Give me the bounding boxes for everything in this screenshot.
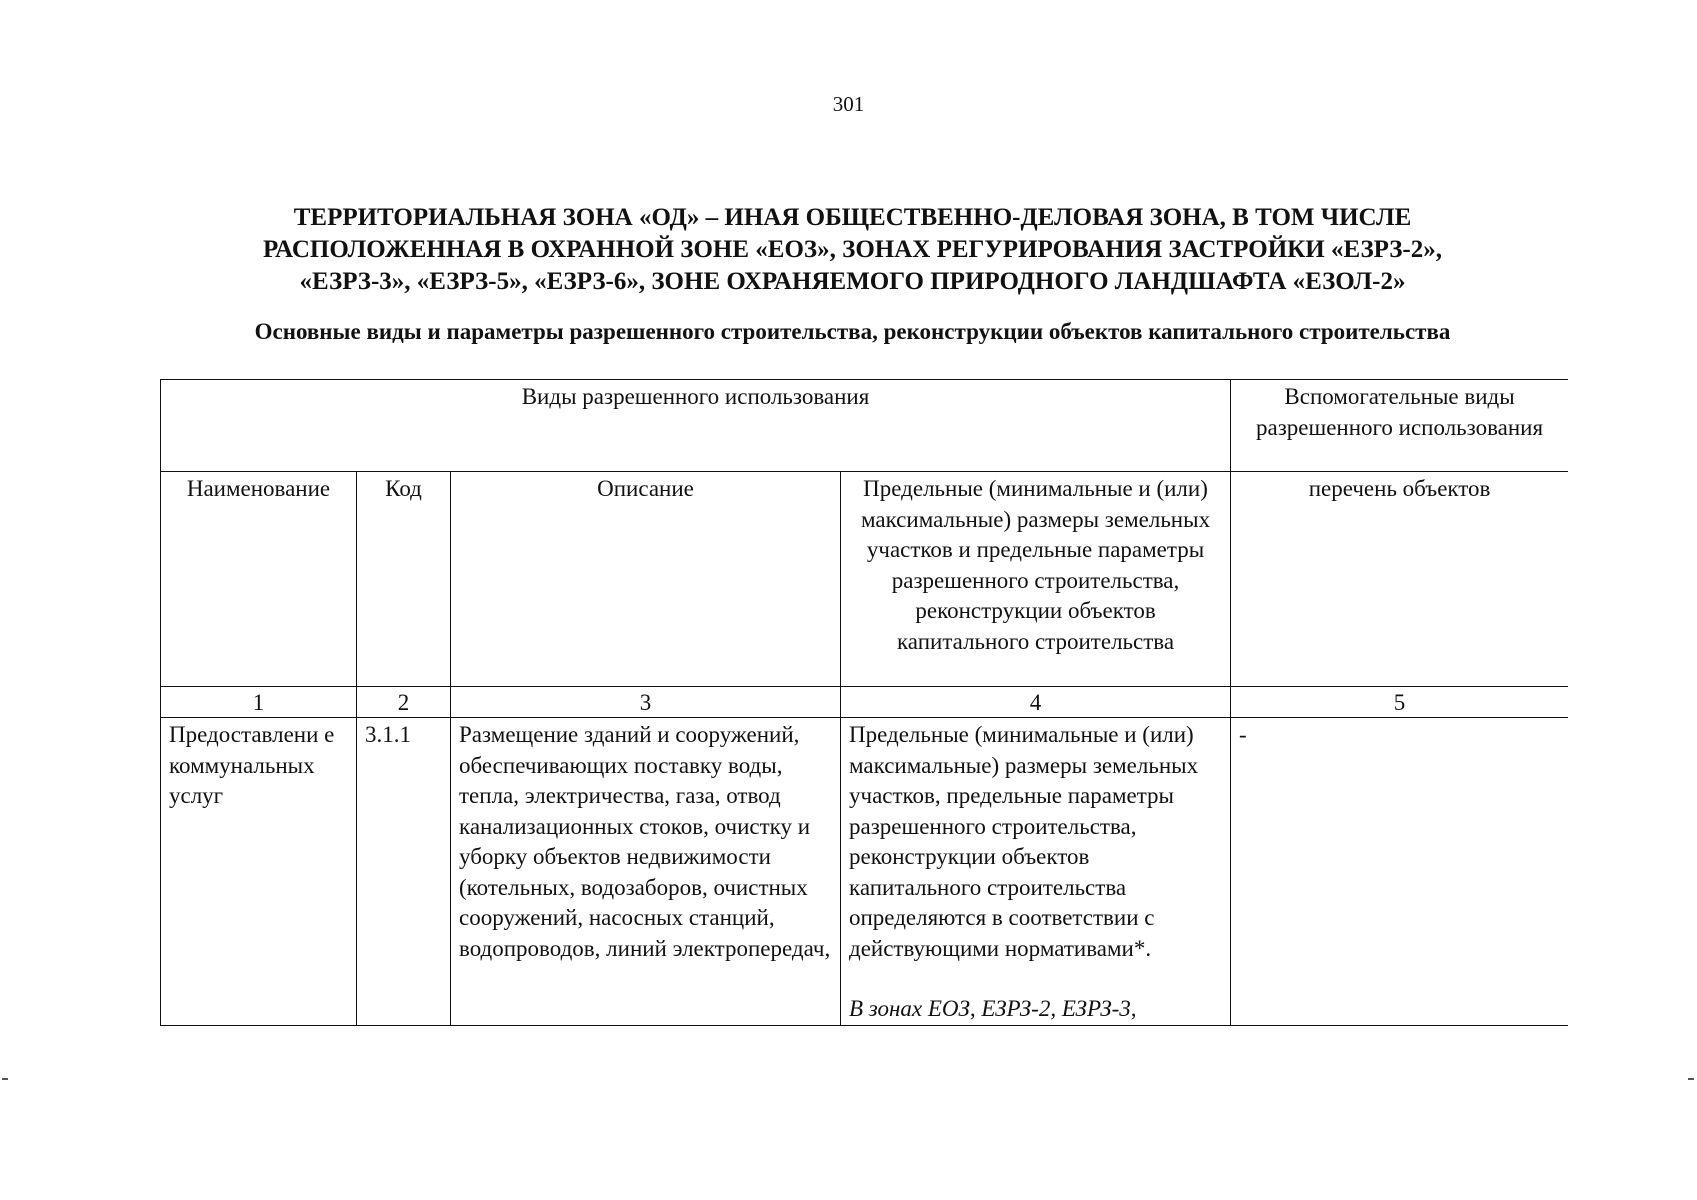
column-header-limits: Предельные (минимальные и (или) максимальные) размеры земельных участков и предельные параметры разрешенного строительства, реконструкции объектов капитального строительства	[841, 472, 1231, 687]
column-number-4: 4	[841, 687, 1231, 718]
row-limits-italic: В зонах ЕОЗ, ЕЗРЗ-2, ЕЗРЗ-3,	[849, 996, 1137, 1021]
row-description: Размещение зданий и сооружений, обеспечивающих поставку воды, тепла, электричества, газа, отвод канализационных стоков, очистку и уборку объектов недвижимости (котельных, водозаборов, очистных сооружений, насосных станций, водопроводов, линий электропередач,	[451, 718, 841, 1026]
zone-title-line-2: РАСПОЛОЖЕННАЯ В ОХРАННОЙ ЗОНЕ «ЕОЗ», ЗОНАХ РЕГУРИРОВАНИЯ ЗАСТРОЙКИ «ЕЗРЗ-2»,	[262, 236, 1443, 263]
column-number-3: 3	[451, 687, 841, 718]
row-objects: -	[1231, 718, 1568, 1026]
zone-title	[180, 202, 1525, 298]
row-limits-spacer	[849, 964, 1222, 994]
row-limits	[841, 718, 1231, 1026]
scan-mark-right	[1688, 1078, 1694, 1080]
column-header-row	[161, 472, 1569, 687]
column-number-row	[161, 687, 1569, 718]
row-code: 3.1.1	[357, 718, 451, 1026]
row-name: Предоставлени е коммунальных услуг	[161, 718, 357, 1026]
column-header-name: Наименование	[161, 472, 357, 687]
column-header-code: Код	[357, 472, 451, 687]
group-header-main: Виды разрешенного использования	[161, 380, 1231, 472]
scan-mark-left	[2, 1078, 8, 1080]
column-number-2: 2	[357, 687, 451, 718]
group-header-row	[161, 380, 1569, 472]
column-number-5: 5	[1231, 687, 1568, 718]
column-header-description: Описание	[451, 472, 841, 687]
column-number-1: 1	[161, 687, 357, 718]
group-header-aux: Вспомогательные виды разрешенного использования	[1231, 380, 1568, 472]
row-limits-text: Предельные (минимальные и (или) максимальные) размеры земельных участков, предельные параметры разрешенного строительства, реконструкции объектов капитального строительства определяются в соответствии с действующими нормативами*.	[849, 722, 1199, 961]
column-header-objects: перечень объектов	[1231, 472, 1568, 687]
permitted-use-table-container	[160, 379, 1568, 1055]
page-number: 301	[832, 92, 865, 116]
zone-title-line-1: ТЕРРИТОРИАЛЬНАЯ ЗОНА «ОД» – ИНАЯ ОБЩЕСТВЕННО-ДЕЛОВАЯ ЗОНА, В ТОМ ЧИСЛЕ	[293, 204, 1412, 231]
section-title: Основные виды и параметры разрешенного строительства, реконструкции объектов капитального строительства	[254, 319, 1451, 344]
permitted-use-table	[160, 379, 1568, 1026]
table-row	[161, 718, 1569, 1026]
zone-title-line-3: «ЕЗРЗ-3», «ЕЗРЗ-5», «ЕЗРЗ-6», ЗОНЕ ОХРАНЯЕМОГО ПРИРОДНОГО ЛАНДШАФТА «ЕЗОЛ-2»	[299, 268, 1406, 295]
